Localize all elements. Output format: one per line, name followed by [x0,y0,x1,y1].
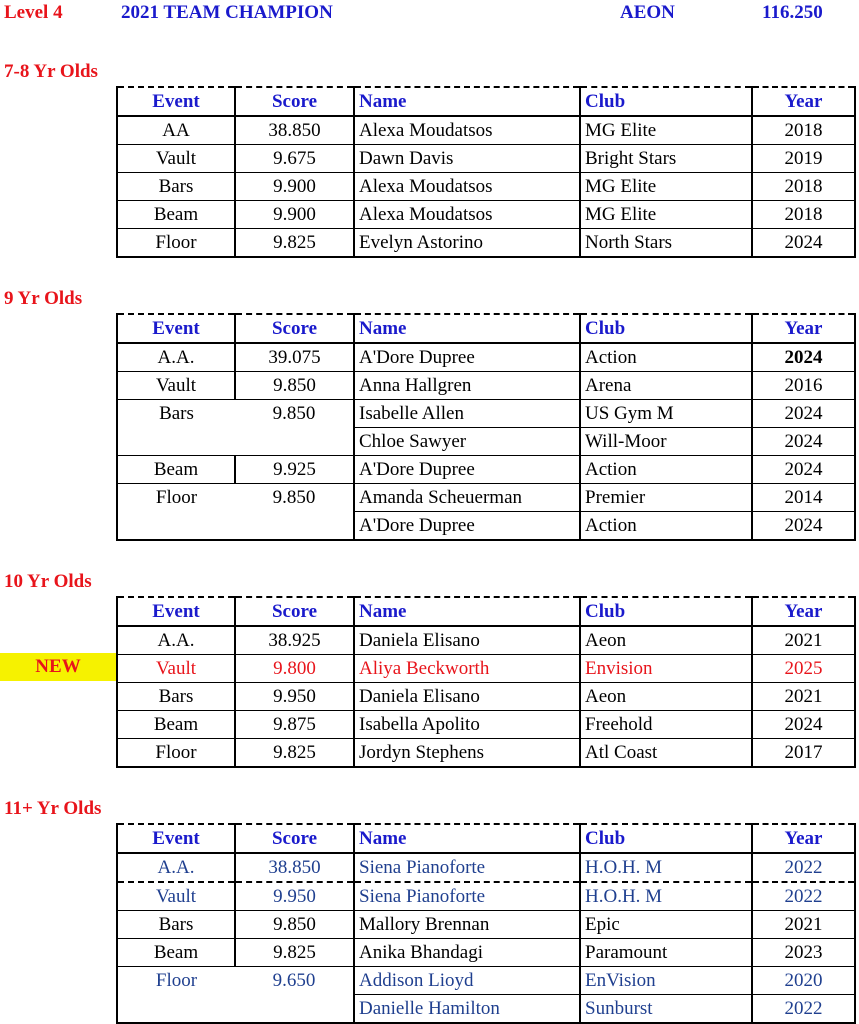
year-cell: 2021 [752,626,855,655]
event-cell: Floor [117,484,235,512]
score-cell [235,512,354,541]
table-row [117,116,855,145]
year-cell: 2016 [752,372,855,400]
year-cell: 2024 [752,711,855,739]
champion-team-score: 116.250 [762,2,823,23]
name-cell: A'Dore Dupree [354,456,580,484]
section-title-10: 10 Yr Olds [4,571,92,592]
event-cell: Beam [117,201,235,229]
year-cell: 2022 [752,995,855,1024]
club-cell: Action [580,512,752,541]
club-cell: North Stars [580,229,752,258]
event-cell: Bars [117,683,235,711]
event-cell: Bars [117,173,235,201]
section-title-7-8: 7-8 Yr Olds [4,61,98,82]
name-cell: Daniela Elisano [354,683,580,711]
event-cell: Bars [117,911,235,939]
event-cell: A.A. [117,626,235,655]
col-header-year: Year [752,87,855,116]
event-cell: Vault [117,372,235,400]
club-cell: MG Elite [580,201,752,229]
table-header-row [117,824,855,853]
club-cell: H.O.H. M [580,853,752,882]
table-header-row [117,87,855,116]
name-cell: Amanda Scheuerman [354,484,580,512]
champion-team-name: AEON [620,2,675,23]
name-cell: Anna Hallgren [354,372,580,400]
score-cell: 9.850 [235,372,354,400]
club-cell: Premier [580,484,752,512]
col-header-score: Score [235,824,354,853]
year-cell: 2024 [752,428,855,456]
club-cell: Action [580,343,752,372]
score-cell: 9.825 [235,739,354,768]
score-cell [235,995,354,1024]
col-header-score: Score [235,87,354,116]
col-header-club: Club [580,824,752,853]
records-table-7-8 [116,86,856,258]
club-cell: Atl Coast [580,739,752,768]
score-cell: 9.850 [235,484,354,512]
year-cell: 2024 [752,229,855,258]
col-header-club: Club [580,87,752,116]
year-cell: 2022 [752,853,855,882]
name-cell: A'Dore Dupree [354,343,580,372]
score-cell: 9.850 [235,400,354,428]
year-cell: 2025 [752,655,855,683]
name-cell: A'Dore Dupree [354,512,580,541]
name-cell: Anika Bhandagi [354,939,580,967]
name-cell: Jordyn Stephens [354,739,580,768]
year-cell: 2018 [752,116,855,145]
col-header-event: Event [117,597,235,626]
table-row [117,456,855,484]
score-cell: 9.650 [235,967,354,995]
score-cell: 9.950 [235,882,354,911]
event-cell [117,995,235,1024]
section-title-9: 9 Yr Olds [4,288,83,309]
year-cell: 2018 [752,173,855,201]
table-row [117,711,855,739]
score-cell: 9.825 [235,229,354,258]
score-cell: 9.950 [235,683,354,711]
event-cell [117,512,235,541]
col-header-score: Score [235,597,354,626]
club-cell: Arena [580,372,752,400]
name-cell: Dawn Davis [354,145,580,173]
table-row [117,400,855,428]
club-cell: Sunburst [580,995,752,1024]
name-cell: Alexa Moudatsos [354,116,580,145]
team-champion-title: 2021 TEAM CHAMPION [121,2,333,23]
club-cell: H.O.H. M [580,882,752,911]
score-cell [235,428,354,456]
name-cell: Alexa Moudatsos [354,173,580,201]
table-row [117,145,855,173]
table-row [117,626,855,655]
event-cell: Bars [117,400,235,428]
year-cell: 2024 [752,456,855,484]
records-table-9 [116,313,856,541]
new-record-badge: NEW [0,653,116,681]
name-cell: Addison Lioyd [354,967,580,995]
table-row [117,911,855,939]
table-row [117,201,855,229]
event-cell: Floor [117,967,235,995]
score-cell: 9.850 [235,911,354,939]
year-cell: 2021 [752,911,855,939]
year-cell: 2021 [752,683,855,711]
score-cell: 38.850 [235,853,354,882]
club-cell: Aeon [580,626,752,655]
event-cell: Vault [117,145,235,173]
year-cell: 2022 [752,882,855,911]
event-cell: Beam [117,939,235,967]
table-row [117,428,855,456]
event-cell [117,428,235,456]
records-table-11-plus [116,823,856,1024]
col-header-year: Year [752,597,855,626]
club-cell: Paramount [580,939,752,967]
club-cell: Action [580,456,752,484]
club-cell: MG Elite [580,116,752,145]
name-cell: Aliya Beckworth [354,655,580,683]
event-cell: Beam [117,456,235,484]
table-row [117,683,855,711]
club-cell: EnVision [580,967,752,995]
club-cell: MG Elite [580,173,752,201]
level-label: Level 4 [4,2,63,23]
name-cell: Mallory Brennan [354,911,580,939]
year-cell: 2014 [752,484,855,512]
year-cell: 2018 [752,201,855,229]
score-cell: 38.925 [235,626,354,655]
name-cell: Daniela Elisano [354,626,580,655]
name-cell: Siena Pianoforte [354,853,580,882]
name-cell: Isabelle Allen [354,400,580,428]
table-header-row [117,597,855,626]
col-header-name: Name [354,597,580,626]
table-row [117,512,855,541]
year-cell: 2017 [752,739,855,768]
table-row [117,882,855,911]
score-cell: 39.075 [235,343,354,372]
name-cell: Danielle Hamilton [354,995,580,1024]
table-row [117,967,855,995]
table-row-new-record [117,655,855,683]
col-header-event: Event [117,314,235,343]
col-header-year: Year [752,824,855,853]
col-header-name: Name [354,87,580,116]
col-header-event: Event [117,824,235,853]
event-cell: Floor [117,229,235,258]
club-cell: Freehold [580,711,752,739]
score-cell: 9.875 [235,711,354,739]
event-cell: Floor [117,739,235,768]
year-cell: 2020 [752,967,855,995]
name-cell: Alexa Moudatsos [354,201,580,229]
table-row [117,995,855,1024]
event-cell: Vault [117,882,235,911]
score-cell: 9.825 [235,939,354,967]
table-row [117,739,855,768]
table-row [117,484,855,512]
col-header-year: Year [752,314,855,343]
club-cell: Aeon [580,683,752,711]
year-cell: 2024 [752,400,855,428]
year-cell: 2024 [752,512,855,541]
club-cell: Epic [580,911,752,939]
club-cell: Will-Moor [580,428,752,456]
name-cell: Siena Pianoforte [354,882,580,911]
table-row [117,853,855,882]
club-cell: Envision [580,655,752,683]
col-header-name: Name [354,314,580,343]
col-header-club: Club [580,597,752,626]
event-cell: Beam [117,711,235,739]
year-cell: 2023 [752,939,855,967]
event-cell: AA [117,116,235,145]
score-cell: 9.675 [235,145,354,173]
club-cell: US Gym M [580,400,752,428]
event-cell: A.A. [117,343,235,372]
name-cell: Evelyn Astorino [354,229,580,258]
club-cell: Bright Stars [580,145,752,173]
score-cell: 38.850 [235,116,354,145]
name-cell: Chloe Sawyer [354,428,580,456]
score-cell: 9.900 [235,173,354,201]
table-row [117,343,855,372]
table-row [117,229,855,258]
year-cell: 2019 [752,145,855,173]
section-title-11-plus: 11+ Yr Olds [4,798,102,819]
table-row [117,939,855,967]
name-cell: Isabella Apolito [354,711,580,739]
table-header-row [117,314,855,343]
table-row [117,372,855,400]
score-cell: 9.800 [235,655,354,683]
col-header-score: Score [235,314,354,343]
col-header-club: Club [580,314,752,343]
year-cell: 2024 [752,343,855,372]
records-table-10 [116,596,856,768]
table-row [117,173,855,201]
event-cell: A.A. [117,853,235,882]
col-header-event: Event [117,87,235,116]
score-cell: 9.900 [235,201,354,229]
score-cell: 9.925 [235,456,354,484]
col-header-name: Name [354,824,580,853]
event-cell: Vault [117,655,235,683]
